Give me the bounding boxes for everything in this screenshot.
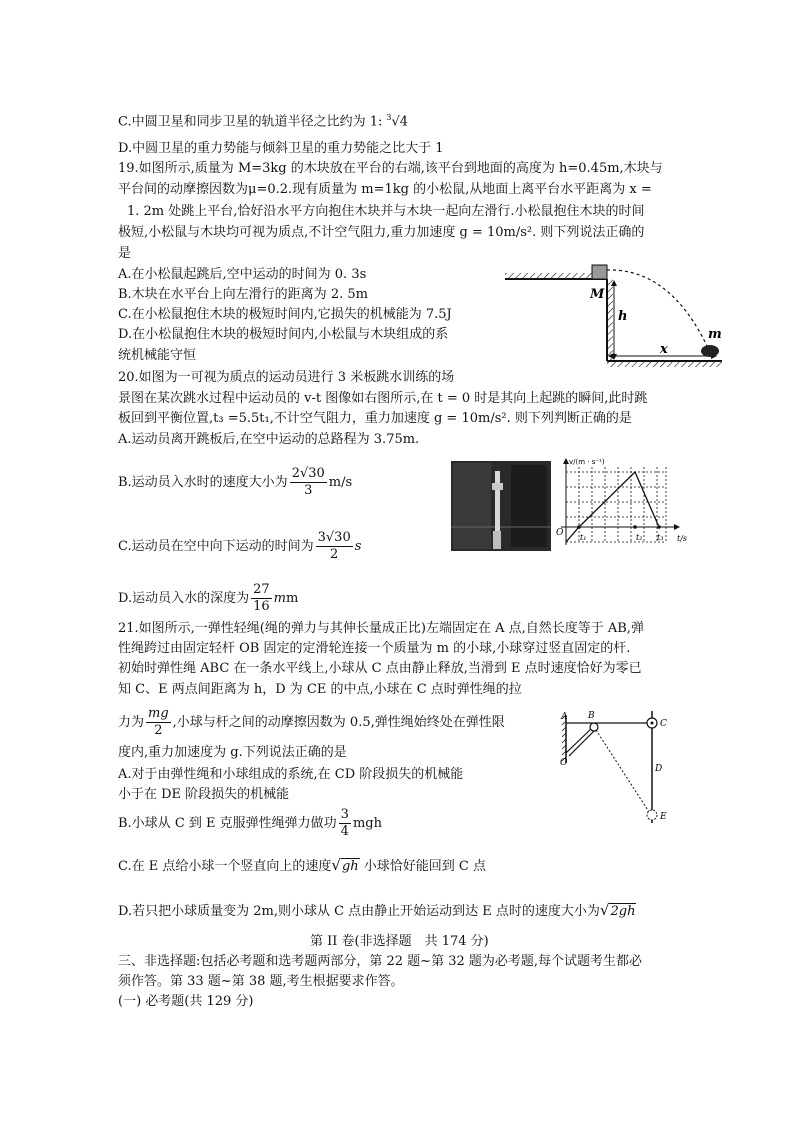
- graph-ylabel: v/(m · s⁻¹): [569, 458, 605, 466]
- q21-stem-line1: 21.如图所示,一弹性轻绳(绳的弹力与其伸长量成正比)左端固定在 A 点,自然长度等于 AB,弹: [118, 621, 644, 636]
- rod-OB-2: [569, 730, 595, 756]
- ball-at-C-dot: [651, 722, 654, 725]
- q19-stem-line1: 19.如图所示,质量为 M=3kg 的木块放在平台的右端,该平台到地面的高度为 h=0.45m,木块与: [118, 161, 663, 176]
- q19-option-b: B.木块在水平台上向左滑行的距离为 2. 5m: [118, 287, 368, 302]
- q21-b-fraction: $\frac{3}{4}$: [340, 807, 349, 839]
- graph-t1: t₁: [580, 533, 587, 542]
- q20-c-fraction: $\frac{3√30}{2}$: [317, 530, 351, 562]
- q19-option-d-line2: 统机械能守恒: [118, 348, 197, 363]
- q21-stem-line6: 度内,重力加速度为 g.下列说法正确的是: [118, 745, 347, 760]
- q19-option-c: C.在小松鼠抱住木块的极短时间内,它损失的机械能为 7.5J: [118, 307, 452, 322]
- q19-option-a: A.在小松鼠起跳后,空中运动的时间为 0. 3s: [118, 267, 367, 282]
- section2-line1: 三、非选择题:包括必考题和选考题两部分，第 22 题~第 32 题为必考题,每个试题考生都必: [118, 954, 643, 969]
- q21-stem-line4: 知 C、E 两点间距离为 h，D 为 CE 的中点,小球在 C 点时弹性绳的拉: [118, 682, 522, 697]
- q20-b-fraction: $\frac{2√30}{3}$: [291, 466, 325, 498]
- q20-stem-line2: 景图在某次跳水过程中运动员的 v-t 图像如右图所示,在 t = 0 时是其向上起跳的瞬间,此时跳: [118, 391, 648, 406]
- label-A: A: [561, 712, 568, 722]
- q20-option-a: A.运动员离开跳板后,在空中运动的总路程为 3.75m.: [118, 432, 420, 447]
- ball-at-E: [647, 810, 657, 820]
- label-h: h: [618, 309, 628, 324]
- q20-stem-line3: 板回到平衡位置,t₃ =5.5t₁,不计空气阻力，重力加速度 g = 10m/s². 则下列判断正确的是: [118, 411, 632, 426]
- q20-option-d: D.运动员入水的深度为 $\frac{27}{16}$ mm: [118, 582, 299, 614]
- q21-mg-fraction: $\frac{mg}{2}$: [148, 706, 169, 738]
- q20-vt-graph: [553, 455, 693, 550]
- q21-option-a-line2: 小于在 DE 阶段损失的机械能: [118, 787, 290, 802]
- label-B: B: [588, 711, 595, 721]
- section2-title: 第 II 卷(非选择题 共 174 分): [310, 934, 489, 949]
- q21-option-d: D.若只把小球质量变为 2m,则小球从 C 点由静止开始运动到达 E 点时的速度大小为√2gh: [118, 901, 636, 919]
- t-axis-arrow: [674, 524, 680, 530]
- q19-stem-line3: 1. 2m 处跳上平台,恰好沿水平方向抱住木块并与木块一起向左滑行.小松鼠抱住木块的时间: [127, 204, 645, 219]
- label-x: x: [660, 342, 668, 357]
- graph-t2: t₂: [636, 533, 643, 542]
- section2-line2: 须作答。第 33 题~第 38 题,考生根据要求作答。: [118, 974, 404, 989]
- vt-curve: [566, 472, 659, 542]
- q19-stem-line4: 极短,小松鼠与木块均可视为质点,不计空气阻力,重力加速度 g = 10m/s². 则下列说法正确的: [118, 225, 645, 240]
- q18-option-c: C.中圆卫星和同步卫星的轨道半径之比约为 1: $^3$√4: [118, 113, 409, 130]
- q20-option-b: B.运动员入水时的速度大小为 $\frac{2√30}{3}$ m/s: [118, 466, 353, 498]
- q19-stem-line5: 是: [118, 246, 132, 261]
- t3-dot: [657, 525, 661, 529]
- diving-photo: [451, 461, 551, 551]
- section2-line3: (一) 必考题(共 129 分): [118, 994, 254, 1009]
- q21-option-a-line1: A.对于由弹性绳和小球组成的系统,在 CD 阶段损失的机械能: [118, 767, 464, 782]
- q19-option-d-line1: D.在小松鼠抱住木块的极短时间内,小松鼠与木块组成的系: [118, 327, 449, 342]
- q21-elastic-rope-figure: [560, 705, 685, 830]
- rope-to-E: [596, 730, 649, 812]
- q18-option-d: D.中圆卫星的重力势能与倾斜卫星的重力势能之比大于 1: [118, 141, 444, 156]
- q21-stem-line5: 力为 $\frac{mg}{2}$ ,小球与杆之间的动摩擦因数为 0.5,弹性绳始终处在弹性限: [118, 706, 505, 738]
- q20-option-c: C.运动员在空中向下运动的时间为 $\frac{3√30}{2}$ s: [118, 530, 362, 562]
- graph-xlabel: t/s: [677, 534, 688, 543]
- label-O: O: [560, 758, 568, 768]
- graph-origin: O: [556, 528, 564, 538]
- graph-t3: t₃: [657, 533, 664, 542]
- q21-stem-line2: 性绳跨过由固定轻杆 OB 固定的定滑轮连接一个质量为 m 的小球,小球穿过竖直固定的杆.: [118, 641, 631, 656]
- q20-stem-line1: 20.如图为一可视为质点的运动员进行 3 米板跳水训练的场: [118, 370, 455, 385]
- label-E: E: [660, 812, 667, 822]
- q21-stem-line3: 初始时弹性绳 ABC 在一条水平线上,小球从 C 点由静止释放,当滑到 E 点时速度恰好为零已: [118, 661, 642, 676]
- q19-platform-figure: [500, 258, 730, 368]
- label-M: M: [590, 287, 605, 302]
- q19-stem-line2: 平台间的动摩擦因数为μ=0.2.现有质量为 m=1kg 的小松鼠,从地面上离平台水平距离为 x =: [118, 182, 652, 197]
- wood-block: [592, 265, 607, 279]
- q20-d-fraction: $\frac{27}{16}$: [253, 582, 270, 614]
- pulley: [590, 723, 598, 731]
- q21-option-b: B.小球从 C 到 E 克服弹性绳弹力做功 $\frac{3}{4}$ mgh: [118, 807, 382, 839]
- squirrel-shape: [701, 345, 719, 357]
- t1-dot: [577, 525, 581, 529]
- label-D: D: [655, 764, 663, 774]
- rod-OB: [566, 727, 593, 753]
- t2-dot: [633, 525, 637, 529]
- label-C: C: [660, 719, 667, 729]
- q21-option-c: C.在 E 点给小球一个竖直向上的速度√gh 小球恰好能回到 C 点: [118, 856, 486, 874]
- label-m: m: [708, 327, 722, 342]
